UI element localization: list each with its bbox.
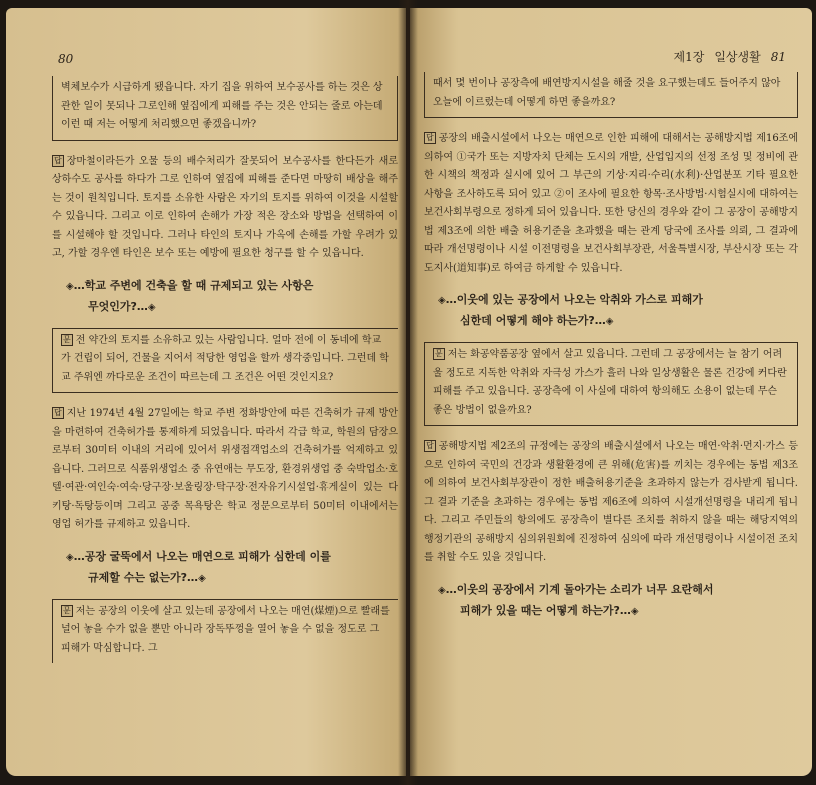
diamond-icon: ◈ (605, 316, 614, 327)
question-heading-line2: 심한데 어떻게 해야 하는가?… (460, 314, 606, 327)
diamond-icon: ◈ (630, 605, 639, 617)
question-heading (66, 276, 398, 318)
answer-tag: 답 (54, 155, 62, 165)
page-number: 80 (58, 52, 74, 66)
diamond-icon: ◈ (438, 584, 446, 596)
right-page (410, 8, 812, 776)
question-box-continued (424, 72, 798, 118)
question-heading (66, 547, 398, 589)
book-gutter (398, 0, 418, 785)
question-heading-line1: …공장 굴뚝에서 나오는 매연으로 피해가 심한데 이를 (73, 549, 331, 563)
question-heading-line1: …이웃의 공장에서 기계 돌아가는 소리가 너무 요란해서 (445, 582, 714, 596)
question-heading-line2: 무엇인가?… (88, 299, 148, 313)
answer-text: 지난 1974년 4월 27일에는 학교 주변 정화방안에 따른 건축허가 규제 방안을 마련하여 건축허가를 통제하게 되었읍니다. 따라서 각급 학교, 학원의 담장으로부터 30미터 이내의 거리에 있어서 위생접객업소의 건축허가를 억제하고 있읍니다. 그러므로 식품위생업소 중 유연애는 무도장, 환경위생업 중 숙박업소·호텔·여관·여인숙·여숙·당구장·보울링장·탁구장·전자유기시설업·휴게실이 있는 다키탕·독탕등이며 그리고 공중 목욕탕은 학교 정문으로부터 50미터 이내에서는 영업 허가를 규제하고 있읍니다. (52, 408, 398, 530)
question-tag: 문 (435, 349, 443, 358)
question-heading-line1: …이웃에 있는 공장에서 나오는 악취와 가스로 피해가 (445, 293, 703, 306)
question-heading (438, 290, 798, 332)
chapter-title: 일상생활 (714, 50, 761, 64)
question-tag: 문 (63, 605, 71, 615)
question-heading-line2: 규제할 수는 없는가?… (88, 570, 199, 584)
answer-paragraph (424, 130, 798, 278)
question-box-continued (52, 76, 398, 141)
question-text: 전 약간의 토지를 소유하고 있는 사람입니다. 얼마 전에 이 동네에 학교가 건립이 되어, 건물을 지어서 적당한 영업을 할까 생각중입니다. 그런데 학교 주위엔 까다로운 조건이 따르는데 그 조건은 어떤 것인지요? (61, 334, 389, 383)
answer-tag: 답 (426, 441, 434, 450)
question-heading-line2: 피해가 있을 때는 어떻게 하는가?… (460, 603, 631, 617)
question-text: 때서 몇 번이나 공장측에 배연방지시설을 해줄 것을 요구했는데도 들어주지 않아 오늘에 이르렀는데 어떻게 하면 좋을까요? (433, 78, 781, 108)
running-header (664, 48, 786, 65)
answer-tag: 답 (54, 408, 62, 417)
diamond-icon: ◈ (66, 551, 74, 563)
diamond-icon: ◈ (147, 301, 156, 313)
answer-paragraph (52, 405, 398, 535)
question-tag: 문 (63, 334, 71, 344)
diamond-icon: ◈ (438, 295, 446, 306)
diamond-icon: ◈ (198, 572, 206, 584)
question-text: 저는 공장의 이웃에 살고 있는데 공장에서 나오는 매연(煤煙)으로 빨래를 널어 놓을 수가 없을 뿐만 아니라 장독뚜껑을 열어 놓을 수 없을 정도로 그 피해가 막심합니다. 그 (61, 605, 390, 654)
answer-text: 공해방지법 제2조의 규정에는 공장의 배출시설에서 나오는 매연·악취·먼지·가스 등으로 인하여 국민의 건강과 생활환경에 큰 위해(危害)를 끼치는 경우에는 동법 제3조에 의하여 보건사회부장관이 정한 배출허용기준을 초과하지 않는가 검사받게 됩니다. 그 결과 기준을 초과하는 경우에는 동법 제6조에 의하여 시설개선명령을 내리게 됩니다. 그리고 주민들의 항의에도 공장측이 별다른 조치를 취하지 않을 때는 해당지역의 행정기관의 공해방지 심의위원회에 진정하여 심의에 따라 개선명령이나 시설이전 조치를 취할 수도 있을 것입니다. (424, 441, 798, 563)
question-box (52, 599, 398, 664)
chapter-label: 제1장 (673, 50, 705, 64)
question-heading (438, 580, 798, 622)
question-box (424, 342, 798, 426)
question-text: 저는 화공약품공장 옆에서 살고 있읍니다. 그런데 그 공장에서는 늘 참기 어려울 정도로 지독한 악취와 자극성 가스가 흘러 나와 일상생활은 물론 건강에 커다란 피해를 주고 있읍니다. 공장측에 이 사실에 대하여 항의해도 소용이 없는데 무슨 좋은 방법이 없을까요? (433, 349, 787, 416)
left-page-content (52, 76, 398, 675)
question-box (52, 328, 398, 394)
left-page (6, 8, 406, 776)
right-page-content (424, 72, 798, 632)
answer-text: 공장의 배출시설에서 나오는 매연으로 인한 피해에 대해서는 공해방지법 제16조에 의하여 ①국가 또는 지방자치 단체는 도시의 개발, 산업입지의 선정 조성 및 정비에 관한 시책의 책정과 실시에 있어 그 부근의 기상·지리·수리(水利)·산업분포 기타 필요한 사항을 조사하도록 되어 있고 ②이 조사에 필요한 항목·조사방법·시험실시에 대하여는 보건사회부령으로 정하게 되어 있읍니다. 또한 당신의 경우와 같이 그 공장이 공해방지법 제3조에 의한 배출 허용기준을 초과했을 때는 관계 당국에 조사를 의뢰, 그 결과에 따라 개선명령이나 시설 이전명령을 보건사회부장관, 서울특별시장, 부산시장 또는 각 도지사(道知事)로 하여금 하게할 수 있읍니다. (424, 133, 798, 274)
diamond-icon: ◈ (66, 280, 74, 292)
page-number: 81 (770, 50, 786, 64)
question-heading-line1: …학교 주변에 건축을 할 때 규제되고 있는 사항은 (73, 278, 314, 292)
answer-paragraph (52, 153, 398, 264)
answer-paragraph (424, 438, 798, 568)
question-text: 벽체보수가 시급하게 됐읍니다. 자기 집을 위하여 보수공사를 하는 것은 상관한 일이 못되나 그로인해 옆집에게 피해를 주는 것은 안되는 줄로 아는데 이런 때 저는 어떻게 처리했으면 좋겠읍니까? (61, 82, 383, 130)
answer-text: 장마철이라든가 오물 등의 배수처리가 잘못되어 보수공사를 한다든가 새로 상하수도 공사를 하다가 그로 인하여 옆집에 피해를 준다면 마땅히 배상을 해주는 것이 원칙입니다. 토지를 소유한 사람은 자기의 토지를 위하여 이것을 시설할 수 있읍니다. 그리고 이로 인하여 손해가 가장 적은 장소와 방법을 선택하여 이를 시설해야 할 것입니다. 그러나 타인의 토지나 가옥에 손해를 가할 우려가 있고, 가할 경우엔 타인은 보수 또는 예방에 필요한 청구를 할 수 있읍니다. (52, 155, 398, 259)
answer-tag: 답 (426, 133, 434, 142)
